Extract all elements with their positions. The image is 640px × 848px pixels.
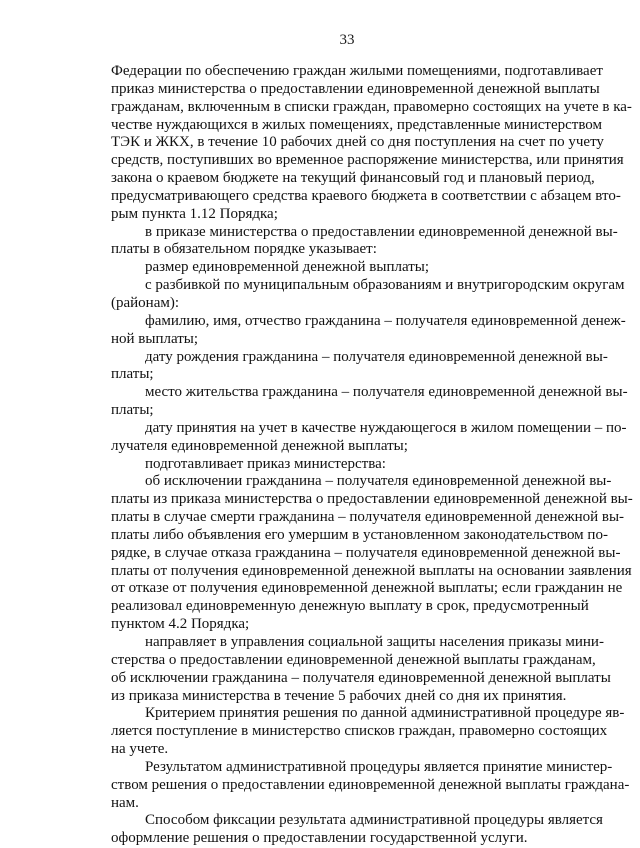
- text-line: платы в обязательном порядке указывает:: [111, 241, 377, 258]
- text-line: предусматривающего средства краевого бюджета в соответствии с абзацем вто-: [111, 187, 621, 204]
- text-line: платы от получения единовременной денежной выплаты на основании заявления: [111, 562, 632, 579]
- text-line: пунктом 4.2 Порядка;: [111, 616, 250, 633]
- text-line: от отказе от получения единовременной денежной выплаты; если гражданин не: [111, 580, 623, 597]
- text-line: рядке, в случае отказа гражданина – получателя единовременной денежной вы-: [111, 544, 621, 561]
- text-line: в приказе министерства о предоставлении единовременной денежной вы-: [145, 223, 618, 240]
- text-line: место жительства гражданина – получателя единовременной денежной вы-: [145, 384, 628, 401]
- text-line: реализовал единовременную денежную выплату в срок, предусмотренный: [111, 598, 589, 615]
- text-line: оформление решения о предоставлении государственной услуги.: [111, 830, 528, 847]
- text-line: ТЭК и ЖКХ, в течение 10 рабочих дней со дня поступления на счет по учету: [111, 134, 604, 151]
- text-line: с разбивкой по муниципальным образованиям и внутригородским округам: [145, 277, 625, 294]
- page-number: 33: [339, 32, 355, 48]
- text-line: средств, поступивших во временное распоряжение министерства, или принятия: [111, 152, 624, 169]
- text-line: об исключении гражданина – получателя единовременной денежной выплаты: [111, 669, 611, 686]
- text-line: гражданам, включенным в списки граждан, правомерно состоящих на учете в ка-: [111, 98, 632, 115]
- text-line: платы в случае смерти гражданина – получателя единовременной денежной вы-: [111, 509, 625, 526]
- text-line: стерства о предоставлении единовременной денежной выплаты гражданам,: [111, 651, 596, 668]
- text-line: ством решения о предоставлении единовременной денежной выплаты граждана-: [111, 776, 630, 793]
- text-line: из приказа министерства в течение 5 рабочих дней со дня их принятия.: [111, 687, 567, 704]
- text-line: ной выплаты;: [111, 330, 199, 347]
- text-line: направляет в управления социальной защиты населения приказы мини-: [145, 634, 604, 650]
- text-line: Способом фиксации результата административной процедуры является: [145, 812, 603, 829]
- text-line: об исключении гражданина – получателя единовременной денежной вы-: [145, 473, 612, 490]
- text-line: Результатом административной процедуры является принятие министер-: [145, 758, 613, 775]
- text-line: (районам):: [111, 294, 180, 311]
- text-line: подготавливает приказ министерства:: [145, 455, 386, 472]
- text-line: честве нуждающихся в жилых помещениях, представленные министерством: [111, 116, 603, 133]
- text-line: лучателя единовременной денежной выплаты;: [111, 437, 408, 454]
- text-line: размер единовременной денежной выплаты;: [145, 259, 430, 276]
- text-line: дату принятия на учет в качестве нуждающегося в жилом помещении – по-: [145, 419, 627, 436]
- text-line: платы;: [111, 402, 154, 419]
- text-line: закона о краевом бюджете на текущий финансовый год и плановый период,: [111, 170, 595, 187]
- document-body: [111, 63, 633, 848]
- text-line: платы либо объявления его умершим в установленном законодательством по-: [111, 526, 608, 543]
- text-line: на учете.: [111, 741, 169, 758]
- text-line: фамилию, имя, отчество гражданина – получателя единовременной денеж-: [145, 312, 626, 329]
- text-line: рым пункта 1.12 Порядка;: [111, 205, 278, 222]
- text-line: Критерием принятия решения по данной административной процедуре яв-: [145, 705, 625, 722]
- text-line: нам.: [111, 794, 139, 811]
- text-line: приказ министерства о предоставлении единовременной денежной выплаты: [111, 80, 600, 97]
- text-line: Федерации по обеспечению граждан жилыми помещениями, подготавливает: [111, 63, 603, 79]
- text-line: платы;: [111, 366, 154, 383]
- text-line: ляется поступление в министерство списков граждан, правомерно состоящих: [111, 723, 608, 740]
- text-line: дату рождения гражданина – получателя единовременной денежной вы-: [145, 348, 608, 365]
- text-line: платы из приказа министерства о предоставлении единовременной денежной вы-: [111, 491, 633, 508]
